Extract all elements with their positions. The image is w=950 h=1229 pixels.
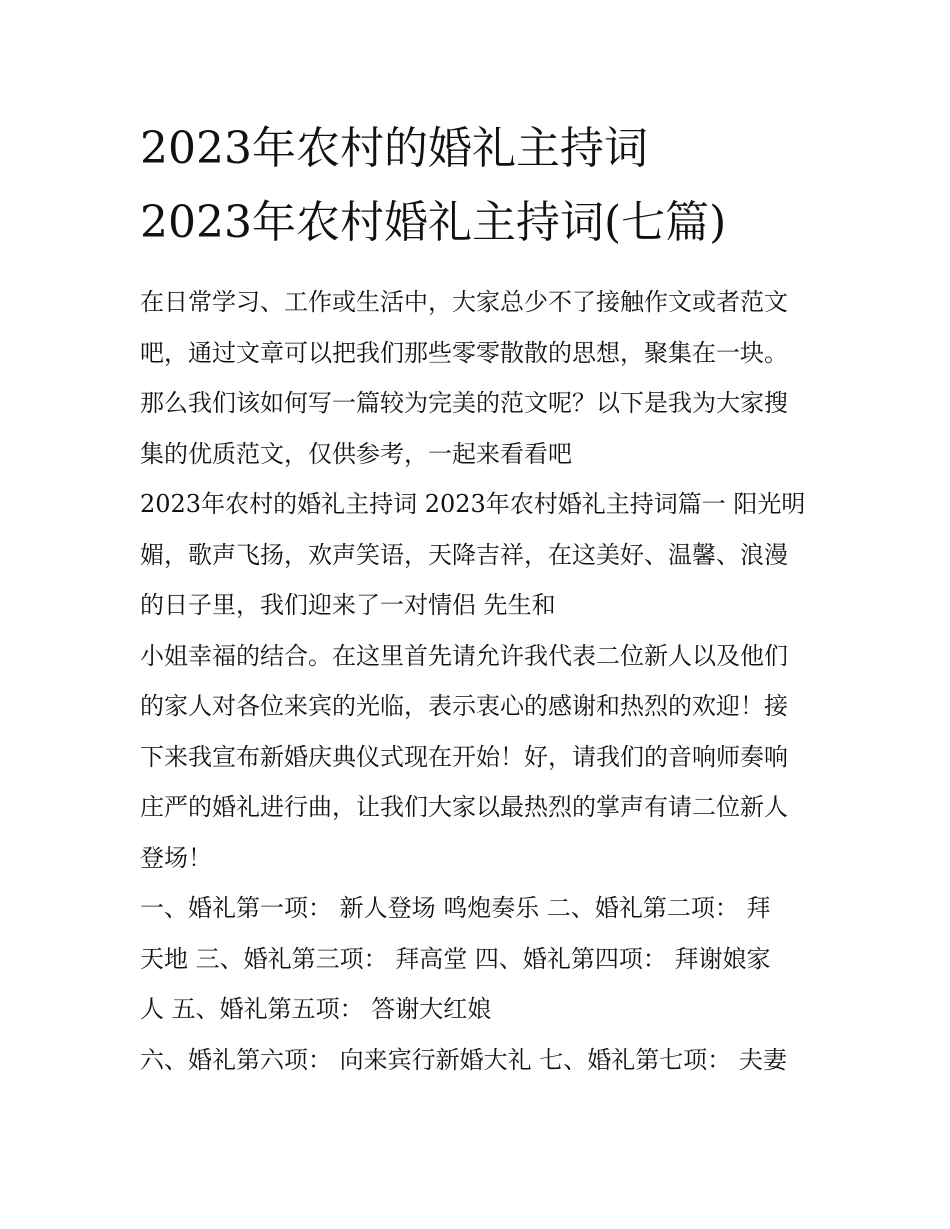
body-text-line: 吧，通过文章可以把我们那些零零散散的思想，聚集在一块。	[140, 338, 788, 367]
body-text-line: 庄严的婚礼进行曲，让我们大家以最热烈的掌声有请二位新人	[140, 793, 788, 821]
body-text-line: 天地 三、婚礼第三项： 拜高堂 四、婚礼第四项： 拜谢娘家	[140, 944, 771, 973]
document-body	[140, 277, 816, 1085]
body-text-line: 媚，歌声飞扬，欢声笑语，天降吉祥，在这美好、温馨、浪漫	[140, 540, 788, 569]
document-title-line-1: 2023年农村的婚礼主持词	[140, 123, 648, 174]
body-text-line: 人 五、婚礼第五项： 答谢大红娘	[140, 995, 492, 1023]
body-text-line: 登场！	[140, 843, 212, 872]
body-text-line: 下来我宣布新婚庆典仪式现在开始！好，请我们的音响师奏响	[140, 742, 788, 771]
body-text-line: 的家人对各位来宾的光临，表示衷心的感谢和热烈的欢迎！接	[140, 692, 788, 720]
body-text-line: 集的优质范文，仅供参考，一起来看看吧	[140, 439, 572, 468]
body-text-line: 在日常学习、工作或生活中，大家总少不了接触作文或者范文	[140, 288, 788, 316]
body-text-line: 2023年农村的婚礼主持词 2023年农村婚礼主持词篇一 阳光明	[140, 490, 806, 518]
body-text-line: 的日子里，我们迎来了一对情侣 先生和	[140, 591, 556, 619]
body-text-line: 一、婚礼第一项： 新人登场 鸣炮奏乐 二、婚礼第二项： 拜	[140, 894, 771, 922]
body-text-line: 六、婚礼第六项： 向来宾行新婚大礼 七、婚礼第七项： 夫妻	[140, 1045, 787, 1074]
document-title-line-2: 2023年农村婚礼主持词(七篇)	[140, 197, 727, 248]
body-text-line: 那么我们该如何写一篇较为完美的范文呢？以下是我为大家搜	[140, 389, 788, 417]
body-text-line: 小姐幸福的结合。在这里首先请允许我代表二位新人以及他们	[140, 641, 788, 670]
